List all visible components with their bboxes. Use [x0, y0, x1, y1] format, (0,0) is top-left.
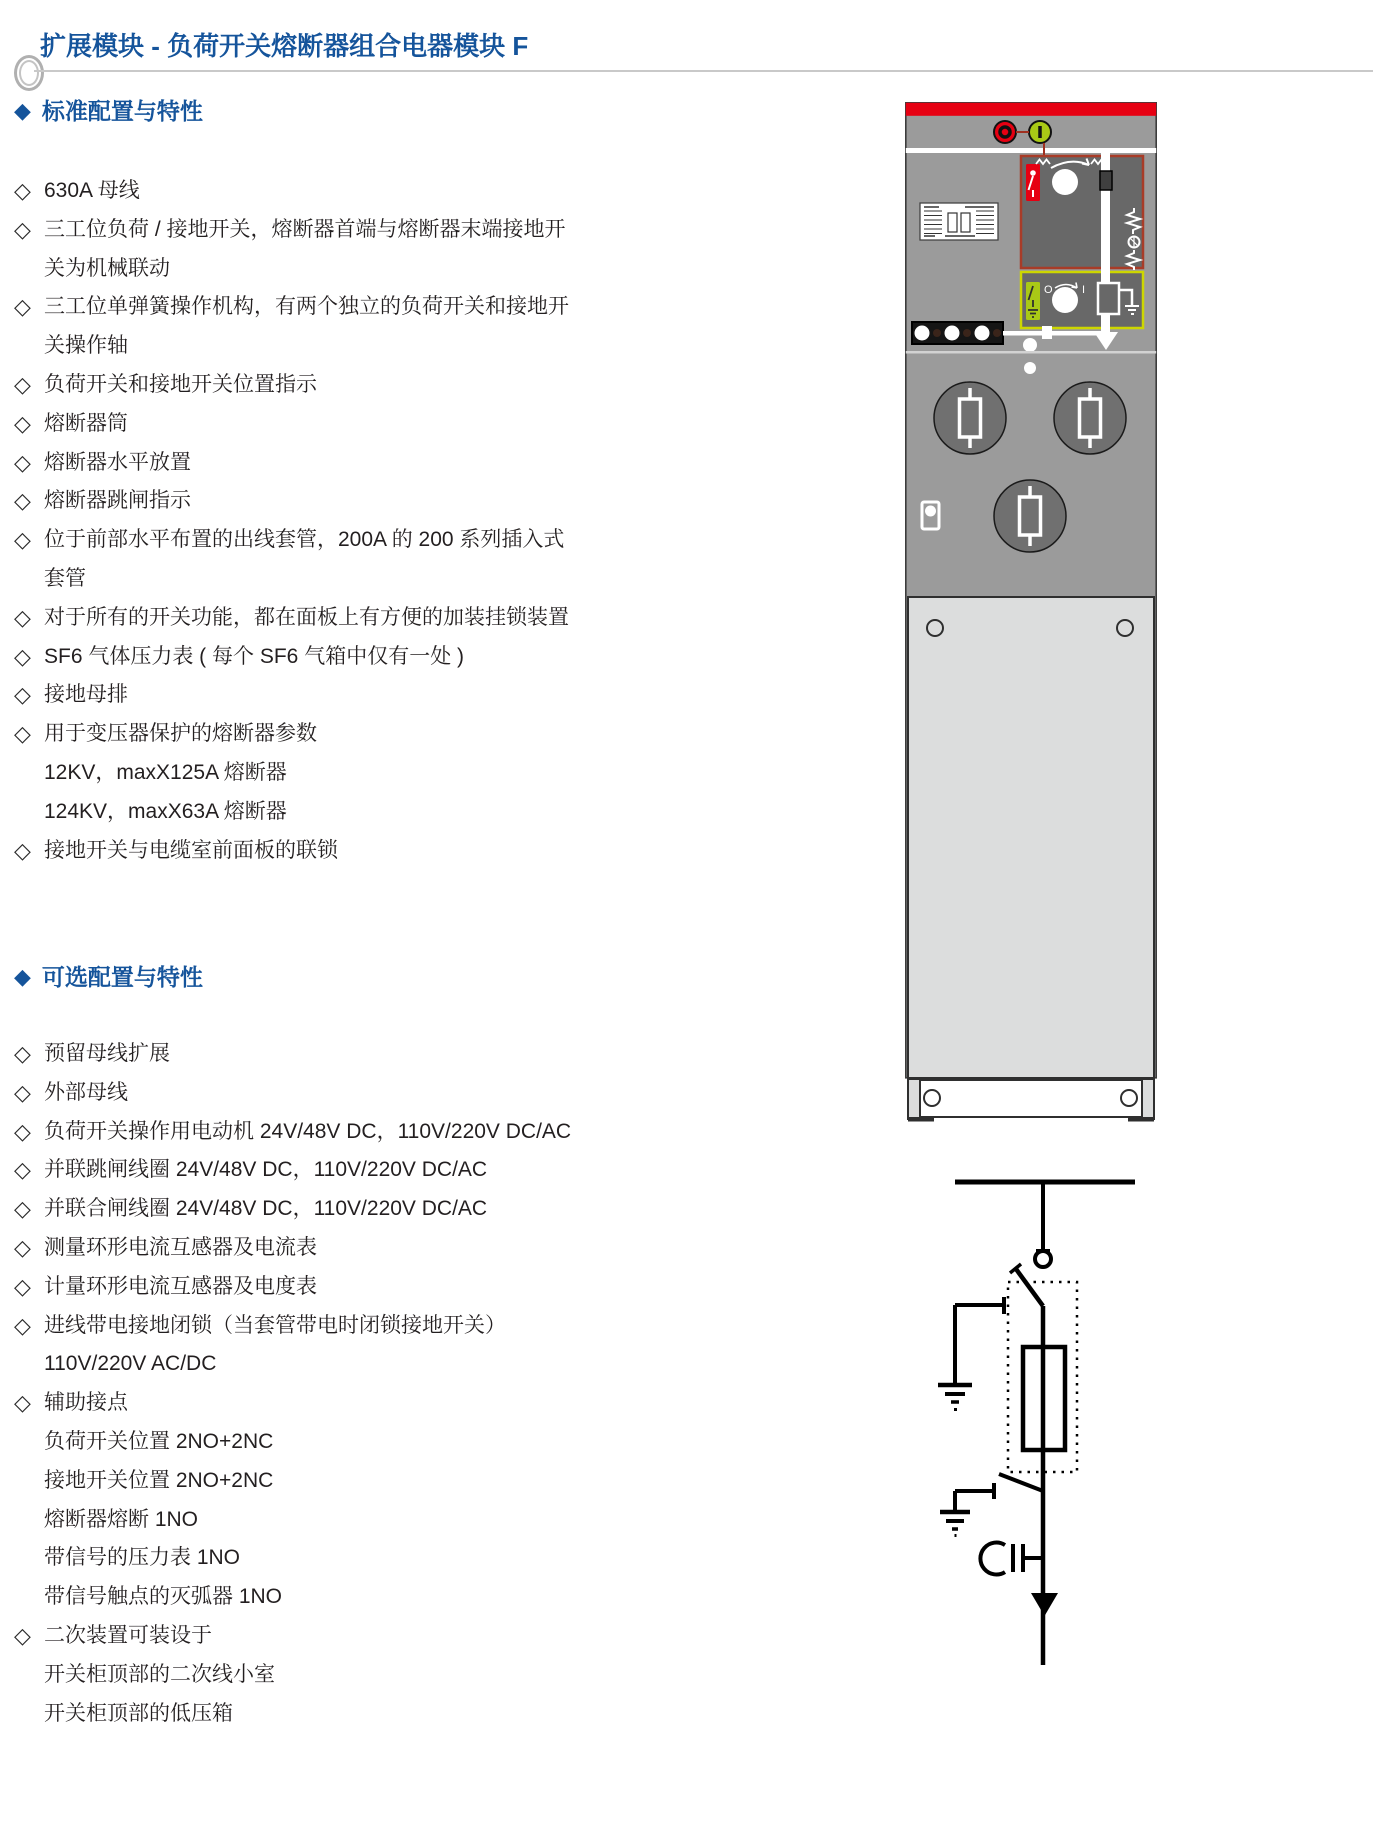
- list-item-text: 带信号的压力表 1NO: [44, 1546, 241, 1570]
- list-item: [0, 1345, 880, 1384]
- earth-switch-position-indicator: [1026, 282, 1040, 320]
- list-item: [0, 560, 880, 599]
- section-heading-optional: [14, 962, 203, 992]
- diamond-bullet-icon: ◇: [14, 604, 31, 630]
- list-item-text: 并联合闸线圈 24V/48V DC，110V/220V DC/AC: [44, 1197, 488, 1221]
- list-item: [0, 1113, 880, 1152]
- list-item-text: 位于前部水平布置的出线套管，200A 的 200 系列插入式: [44, 528, 565, 552]
- list-item-text: 用于变压器保护的熔断器参数: [44, 722, 317, 746]
- list-item: [0, 1462, 880, 1501]
- list-item: [0, 599, 880, 638]
- diamond-bullet-icon: ◇: [14, 1312, 31, 1338]
- switchgear-cabinet-figure: [905, 102, 1157, 1122]
- diamond-bullet-icon: ◇: [14, 294, 31, 320]
- list-item-text: 三工位单弹簧操作机构，有两个独立的负荷开关和接地开: [44, 295, 569, 319]
- open-button-icon: [994, 121, 1016, 143]
- list-item: [0, 715, 880, 754]
- section-heading-text: 标准配置与特性: [41, 98, 203, 124]
- list-item: [0, 754, 880, 793]
- section-heading-standard: [14, 96, 203, 126]
- list-item-text: 负荷开关操作用电动机 24V/48V DC，110V/220V DC/AC: [44, 1119, 572, 1143]
- panel-separator: [906, 351, 1156, 354]
- list-item: [0, 1539, 880, 1578]
- list-item-text: 接地开关位置 2NO+2NC: [44, 1468, 274, 1492]
- list-item: [0, 1695, 880, 1734]
- outgoing-arrow: [1031, 1593, 1058, 1616]
- diamond-bullet-icon: ◇: [14, 721, 31, 747]
- list-item: [0, 1617, 880, 1656]
- list-item: [0, 1307, 880, 1346]
- header-rule: [34, 70, 1373, 72]
- fuse-cover-left: [934, 382, 1006, 454]
- list-item-text: 外部母线: [44, 1080, 128, 1104]
- decorative-ring: [14, 55, 44, 91]
- list-item-text: 二次装置可装设于: [44, 1623, 212, 1647]
- list-item-text: 并联跳闸线圈 24V/48V DC，110V/220V DC/AC: [44, 1158, 488, 1182]
- diamond-bullet-icon: ◇: [14, 449, 31, 475]
- page-title: 扩展模块 - 负荷开关熔断器组合电器模块 F: [40, 31, 529, 61]
- list-item: [0, 638, 880, 677]
- list-item: [0, 1035, 880, 1074]
- list-item-text: 套管: [44, 566, 86, 590]
- list-item: [0, 172, 880, 211]
- list-item-text: 预留母线扩展: [44, 1042, 170, 1065]
- list-item: [0, 1268, 880, 1307]
- list-item: [0, 521, 880, 560]
- bushing-symbol: [1035, 1251, 1051, 1268]
- cable-bushing-strip: [912, 322, 1003, 344]
- list-item-text: 124KV，maxX63A 熔断器: [44, 799, 287, 823]
- list-item-text: 负荷开关和接地开关位置指示: [44, 372, 317, 396]
- diamond-bullet-icon: ◇: [14, 1157, 31, 1183]
- list-item: [0, 832, 880, 871]
- load-switch-symbol: [1010, 1264, 1043, 1306]
- list-item-text: 接地母排: [44, 683, 128, 707]
- diamond-bullet-icon: ◇: [14, 682, 31, 708]
- operating-shaft-lower: [1052, 287, 1078, 313]
- label-i: I: [1082, 284, 1086, 296]
- list-item-text: 熔断器跳闸指示: [44, 489, 191, 513]
- list-item-text: 计量环形电流互感器及电度表: [44, 1274, 317, 1298]
- list-item-text: 630A 母线: [44, 179, 140, 202]
- cable-compartment-door: [908, 597, 1154, 1078]
- filled-diamond-icon: ◆: [14, 964, 31, 989]
- diamond-bullet-icon: ◇: [14, 371, 31, 397]
- list-item: [0, 793, 880, 832]
- list-item: [0, 250, 880, 289]
- list-item-text: 110V/220V AC/DC: [44, 1352, 217, 1376]
- diamond-bullet-icon: ◇: [14, 527, 31, 553]
- list-item-text: 熔断器熔断 1NO: [44, 1507, 199, 1531]
- diamond-bullet-icon: ◇: [14, 216, 31, 242]
- list-item-text: 辅助接点: [44, 1391, 128, 1415]
- small-vent-hole: [1024, 362, 1036, 374]
- list-item: [0, 444, 880, 483]
- list-item: [0, 405, 880, 444]
- diamond-bullet-icon: ◇: [14, 1273, 31, 1299]
- list-item: [0, 1423, 880, 1462]
- close-button-icon: [1029, 121, 1051, 143]
- list-item-text: 关为机械联动: [44, 256, 170, 280]
- list-item: [0, 366, 880, 405]
- list-item-text: 测量环形电流互感器及电流表: [44, 1235, 317, 1259]
- list-item: [0, 676, 880, 715]
- diamond-bullet-icon: ◇: [14, 178, 31, 203]
- list-item: [0, 211, 880, 250]
- standard-feature-list: [0, 172, 880, 870]
- list-item: [0, 482, 880, 521]
- load-switch-position-indicator: [1026, 164, 1040, 201]
- list-item-text: 关操作轴: [44, 334, 128, 358]
- diamond-bullet-icon: ◇: [14, 837, 31, 863]
- label-o: O: [1044, 284, 1053, 296]
- list-item: [0, 1384, 880, 1423]
- capacitive-voltage-indicator: [980, 1543, 1043, 1575]
- list-item-text: 12KV，maxX125A 熔断器: [44, 760, 287, 784]
- list-item: [0, 1190, 880, 1229]
- fuse-cover-center: [994, 480, 1066, 552]
- nameplate: [920, 203, 998, 240]
- list-item: [0, 1229, 880, 1268]
- diamond-bullet-icon: ◇: [14, 1196, 31, 1222]
- list-item-text: 进线带电接地闭锁（当套管带电时闭锁接地开关）: [44, 1313, 506, 1337]
- cabinet-base: [908, 1079, 1154, 1122]
- diamond-bullet-icon: ◇: [14, 1118, 31, 1144]
- list-item-text: 开关柜顶部的二次线小室: [44, 1662, 275, 1686]
- diamond-bullet-icon: ◇: [14, 643, 31, 669]
- list-item: [0, 327, 880, 366]
- list-item: [0, 1074, 880, 1113]
- list-item: [0, 1151, 880, 1190]
- list-item: [0, 288, 880, 327]
- diamond-bullet-icon: ◇: [14, 1234, 31, 1260]
- white-trim-line: [906, 148, 1156, 153]
- list-item-text: 带信号触点的灭弧器 1NO: [44, 1585, 283, 1609]
- filled-diamond-icon: ◆: [14, 98, 31, 123]
- list-item: [0, 1578, 880, 1617]
- diamond-bullet-icon: ◇: [14, 410, 31, 436]
- list-item: [0, 1501, 880, 1540]
- optional-feature-list: [0, 1035, 880, 1733]
- earth-switch-lower: [940, 1474, 1043, 1536]
- list-item-text: 对于所有的开关功能，都在面板上有方便的加装挂锁装置: [44, 605, 569, 629]
- list-item-text: 熔断器水平放置: [44, 450, 191, 474]
- list-item-text: 三工位负荷 / 接地开关，熔断器首端与熔断器末端接地开: [44, 217, 566, 241]
- list-item-text: 负荷开关位置 2NO+2NC: [44, 1429, 274, 1453]
- earth-switch-upper: [938, 1297, 1004, 1410]
- list-item-text: 接地开关与电缆室前面板的联锁: [44, 838, 338, 862]
- diamond-bullet-icon: ◇: [14, 488, 31, 514]
- list-item-text: 开关柜顶部的低压箱: [44, 1701, 233, 1725]
- diamond-bullet-icon: ◇: [14, 1079, 31, 1105]
- arrow-fuse-block: [1100, 171, 1112, 190]
- diamond-bullet-icon: ◇: [14, 1622, 31, 1648]
- list-item: [0, 1656, 880, 1695]
- section-heading-text: 可选配置与特性: [41, 964, 203, 990]
- top-red-bar: [906, 103, 1156, 116]
- diamond-bullet-icon: ◇: [14, 1041, 31, 1066]
- diamond-bullet-icon: ◇: [14, 1390, 31, 1416]
- operating-shaft-upper: [1052, 169, 1078, 195]
- list-item-text: SF6 气体压力表 ( 每个 SF6 气箱中仅有一处 ): [44, 644, 465, 668]
- fuse-cover-right: [1054, 382, 1126, 454]
- list-item-text: 熔断器筒: [44, 411, 128, 435]
- circuit-diagram: [900, 1170, 1160, 1680]
